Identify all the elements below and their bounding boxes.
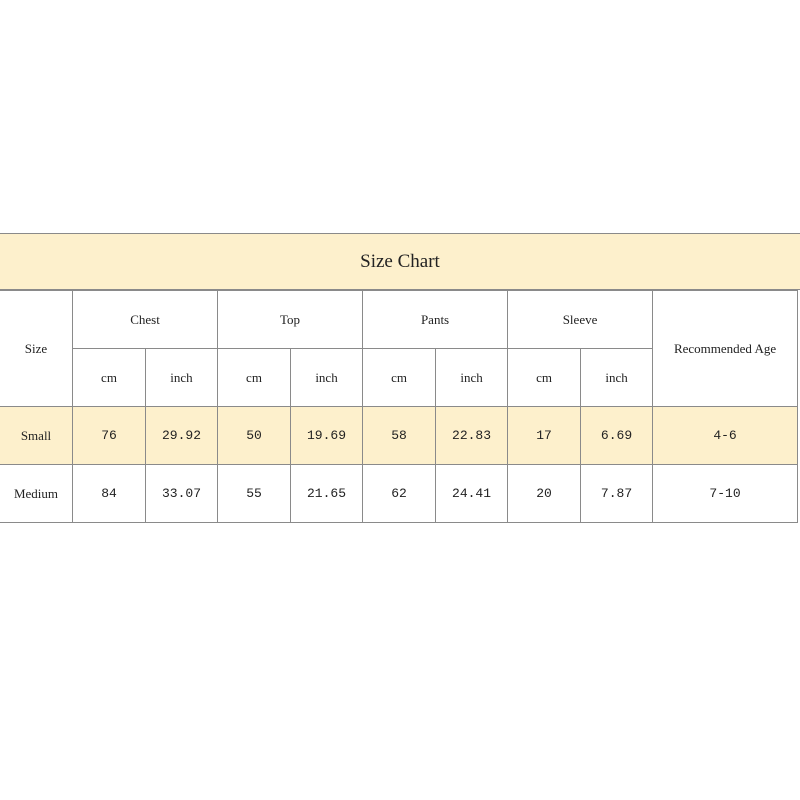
unit-header: inch bbox=[436, 349, 508, 407]
table-cell: 84 bbox=[73, 465, 146, 523]
age-cell: 7-10 bbox=[653, 465, 798, 523]
size-label: Small bbox=[0, 407, 73, 465]
unit-header: inch bbox=[581, 349, 653, 407]
unit-header: cm bbox=[508, 349, 581, 407]
table-cell: 58 bbox=[363, 407, 436, 465]
header-pants: Pants bbox=[363, 291, 508, 349]
header-row-groups bbox=[0, 291, 798, 349]
table-cell: 22.83 bbox=[436, 407, 508, 465]
chart-title: Size Chart bbox=[0, 233, 800, 290]
table-cell: 62 bbox=[363, 465, 436, 523]
size-table bbox=[0, 290, 798, 523]
table-cell: 50 bbox=[218, 407, 291, 465]
size-label: Medium bbox=[0, 465, 73, 523]
header-sleeve: Sleeve bbox=[508, 291, 653, 349]
table-cell: 29.92 bbox=[146, 407, 218, 465]
table-cell: 17 bbox=[508, 407, 581, 465]
table-row-medium bbox=[0, 465, 798, 523]
table-cell: 55 bbox=[218, 465, 291, 523]
unit-header: inch bbox=[146, 349, 218, 407]
table-cell: 19.69 bbox=[291, 407, 363, 465]
unit-header: cm bbox=[218, 349, 291, 407]
table-cell: 7.87 bbox=[581, 465, 653, 523]
table-cell: 20 bbox=[508, 465, 581, 523]
table-row-small bbox=[0, 407, 798, 465]
unit-header: inch bbox=[291, 349, 363, 407]
table-cell: 21.65 bbox=[291, 465, 363, 523]
header-chest: Chest bbox=[73, 291, 218, 349]
table-cell: 76 bbox=[73, 407, 146, 465]
header-size: Size bbox=[0, 291, 73, 407]
table-cell: 24.41 bbox=[436, 465, 508, 523]
unit-header: cm bbox=[363, 349, 436, 407]
header-top: Top bbox=[218, 291, 363, 349]
age-cell: 4-6 bbox=[653, 407, 798, 465]
size-chart bbox=[0, 233, 800, 523]
table-cell: 33.07 bbox=[146, 465, 218, 523]
header-recommended-age: Recommended Age bbox=[653, 291, 798, 407]
table-cell: 6.69 bbox=[581, 407, 653, 465]
unit-header: cm bbox=[73, 349, 146, 407]
